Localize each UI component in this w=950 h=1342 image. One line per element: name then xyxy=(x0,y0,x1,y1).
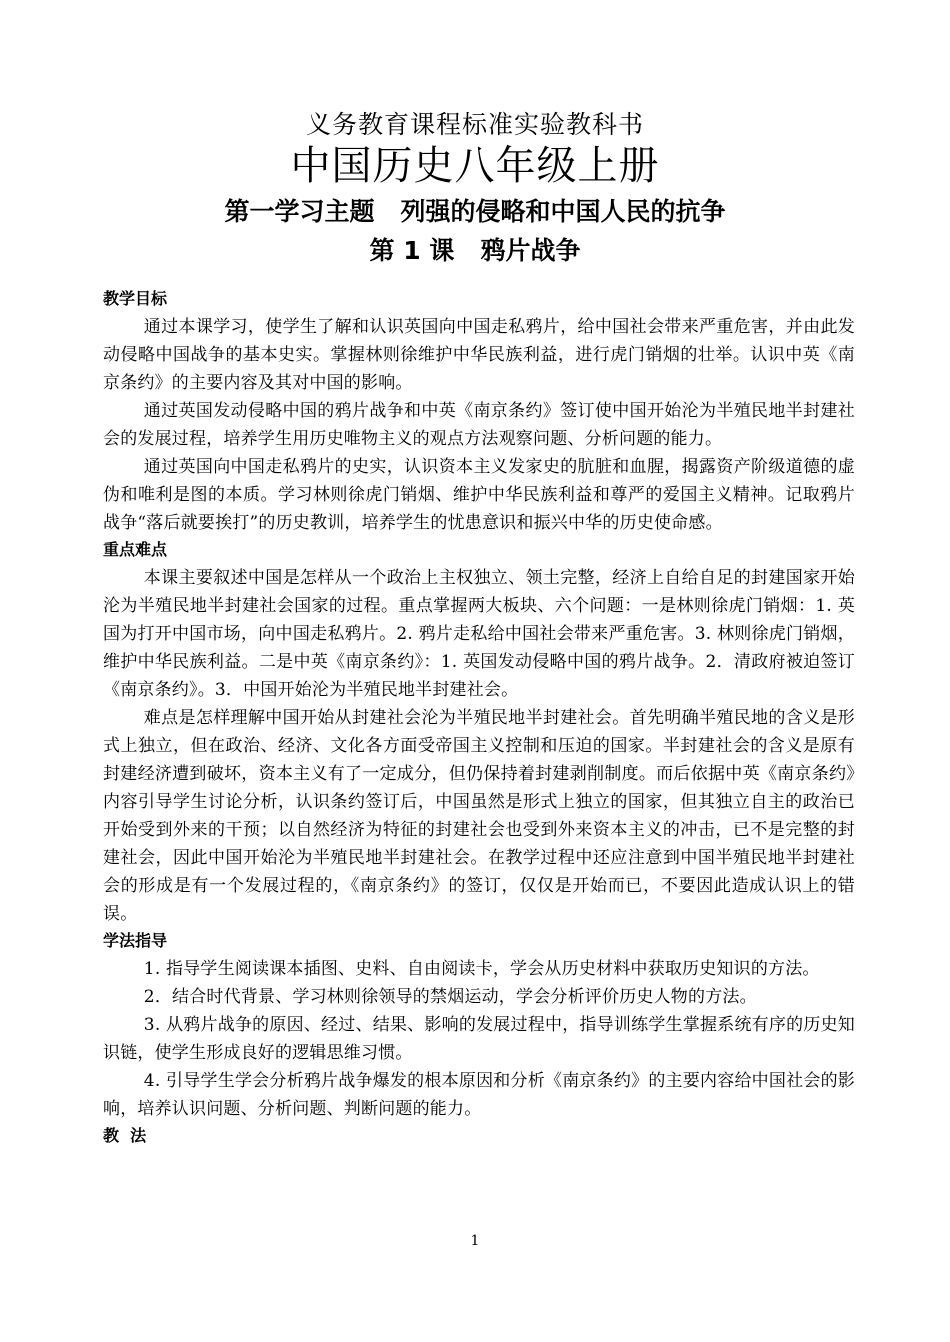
page-number: 1 xyxy=(470,1233,480,1249)
section-heading: 重点难点 xyxy=(103,540,168,559)
section-study-guide xyxy=(103,928,855,1123)
section-key-points xyxy=(103,537,855,928)
section-heading: 学法指导 xyxy=(103,931,168,950)
section-heading: 教学目标 xyxy=(103,289,168,308)
document-body xyxy=(103,286,855,1150)
theme-title: 第一学习主题 列强的侵略和中国人民的抗争 xyxy=(224,197,726,226)
paragraph: 2．结合时代背景、学习林则徐领导的禁烟运动，学会分析评价历史人物的方法。 xyxy=(143,987,757,1007)
paragraph: 通过英国向中国走私鸦片的史实，认识资本主义发家史的肮脏和血腥，揭露资产阶级道德的虚伪和唯利是图的本质。学习林则徐虎门销烟、维护中华民族利益和尊严的爱国主义精神。记取鸦片战争“落后就要挨打”的历史教训，培养学生的忧患意识和振兴中华的历史使命感。 xyxy=(103,457,855,533)
paragraph: 1. 指导学生阅读课本插图、史料、自由阅读卡，学会从历史材料中获取历史知识的方法。 xyxy=(143,959,820,979)
paragraph: 难点是怎样理解中国开始从封建社会沦为半殖民地半封建社会。首先明确半殖民地的含义是形式上独立，但在政治、经济、文化各方面受帝国主义控制和压迫的国家。半封建社会的含义是原有封建经济遭到破坏，资本主义有了一定成分，但仍保持着封建剥削制度。而后依据中英《南京条约》内容引导学生讨论分析，认识条约签订后，中国虽然是形式上独立的国家，但其独立自主的政治已开始受到外来的干预；以自然经济为特征的封建社会也受到外来资本主义的冲击，已不是完整的封建社会，因此中国开始沦为半殖民地半封建社会。在教学过程中还应注意到中国半殖民地半封建社会的形成是有一个发展过程的，《南京条约》的签订，仅仅是开始而已，不要因此造成认识上的错误。 xyxy=(103,708,855,924)
paragraph: 通过英国发动侵略中国的鸦片战争和中英《南京条约》签订使中国开始沦为半殖民地半封建社会的发展过程，培养学生用历史唯物主义的观点方法观察问题、分析问题的能力。 xyxy=(103,401,855,449)
paragraph: 4. 引导学生学会分析鸦片战争爆发的根本原因和分析《南京条约》的主要内容给中国社会的影响，培养认识问题、分析问题、判断问题的能力。 xyxy=(103,1071,855,1119)
section-heading: 教 法 xyxy=(103,1126,147,1145)
paragraph: 本课主要叙述中国是怎样从一个政治上主权独立、领土完整，经济上自给自足的封建国家开始沦为半殖民地半封建社会国家的过程。重点掌握两大板块、六个问题：一是林则徐虎门销烟：1. 英国为打开中国市场，向中国走私鸦片。2. 鸦片走私给中国社会带来严重危害。3. 林则徐虎门销烟，维护中华民族利益。二是中英《南京条约》：1. 英国发动侵略中国的鸦片战争。2．清政府被迫签订《南京条约》。3．中国开始沦为半殖民地半封建社会。 xyxy=(103,568,855,700)
series-title: 义务教育课程标准实验教科书 xyxy=(305,110,644,139)
section-teaching-method xyxy=(103,1123,855,1148)
lesson-title: 第 1 课 鸦片战争 xyxy=(369,236,581,265)
section-teaching-goals xyxy=(103,286,855,537)
paragraph: 3. 从鸦片战争的原因、经过、结果、影响的发展过程中，指导训练学生掌握系统有序的历史知识链，使学生形成良好的逻辑思维习惯。 xyxy=(103,1015,855,1063)
paragraph: 通过本课学习，使学生了解和认识英国向中国走私鸦片，给中国社会带来严重危害，并由此发动侵略中国战争的基本史实。掌握林则徐维护中华民族利益，进行虎门销烟的壮举。认识中英《南京条约》的主要内容及其对中国的影响。 xyxy=(103,317,855,393)
book-title: 中国历史八年级上册 xyxy=(290,143,660,189)
